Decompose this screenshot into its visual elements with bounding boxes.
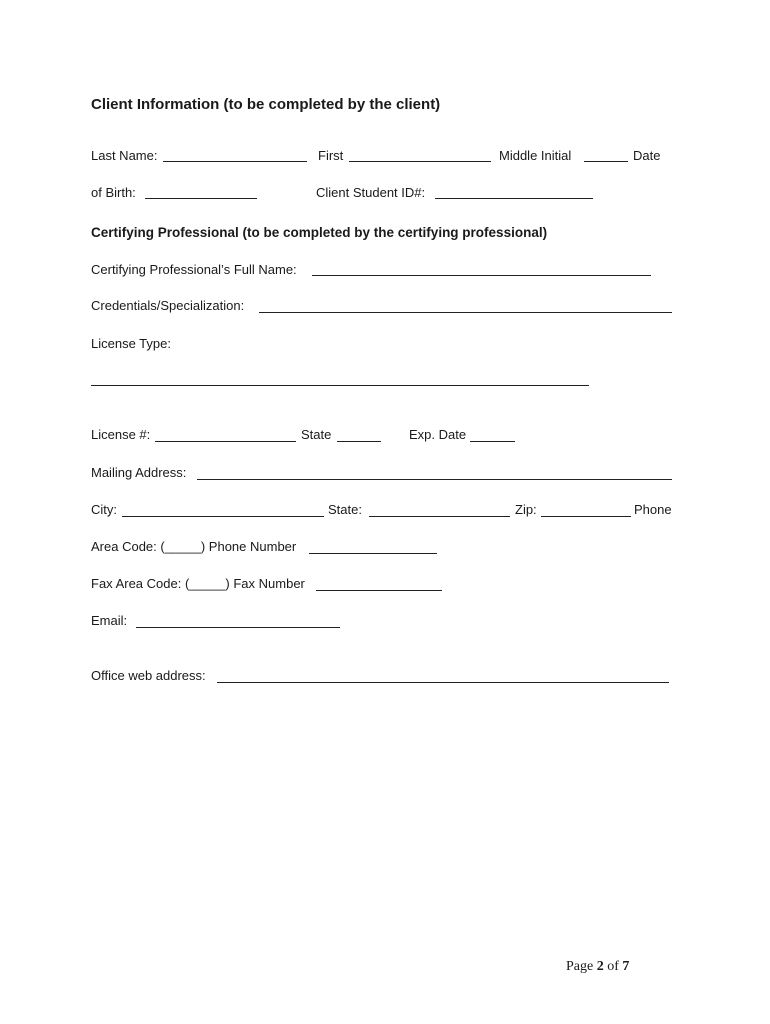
last-name-label: Last Name: [91, 148, 158, 163]
exp-date-field[interactable] [470, 441, 515, 442]
email-label: Email: [91, 613, 128, 628]
email-field[interactable] [136, 627, 340, 628]
office-web-address-field[interactable] [217, 682, 669, 683]
fax-number-field[interactable] [316, 590, 442, 591]
middle-initial-label: Middle Initial [499, 148, 572, 163]
license-state-field[interactable] [337, 441, 381, 442]
date-of-birth-field[interactable] [145, 198, 257, 199]
full-name-label: Certifying Professional’s Full Name: [91, 262, 297, 277]
zip-field[interactable] [541, 516, 631, 517]
license-type-field[interactable] [91, 385, 589, 386]
fax-label: Fax Area Code: (_____) Fax Number [91, 576, 305, 591]
first-name-label: First [318, 148, 344, 163]
state-label: State: [328, 502, 362, 517]
state-field[interactable] [369, 516, 510, 517]
page-word: Page [566, 959, 594, 974]
first-name-field[interactable] [349, 161, 491, 162]
license-state-label: State [301, 427, 332, 442]
credentials-label: Credentials/Specialization: [91, 298, 245, 313]
page-current: 2 [596, 959, 604, 974]
city-field[interactable] [122, 516, 324, 517]
exp-date-label: Exp. Date [409, 427, 467, 442]
client-student-id-field[interactable] [435, 198, 593, 199]
phone-number-field[interactable] [309, 553, 437, 554]
date-of-birth-label: of Birth: [91, 185, 136, 200]
full-name-field[interactable] [312, 275, 651, 276]
middle-initial-field[interactable] [584, 161, 628, 162]
page-total: 7 [622, 959, 630, 974]
city-label: City: [91, 502, 117, 517]
zip-label: Zip: [515, 502, 537, 517]
credentials-field[interactable] [259, 312, 672, 313]
mailing-address-label: Mailing Address: [91, 465, 187, 480]
phone-label: Phone [634, 502, 672, 517]
mailing-address-field[interactable] [197, 479, 672, 480]
page-number [566, 959, 629, 975]
license-number-label: License #: [91, 427, 151, 442]
last-name-field[interactable] [163, 161, 307, 162]
of-word: of [607, 959, 619, 974]
professional-section-heading: Certifying Professional (to be completed by the certifying professional) [91, 225, 548, 240]
area-code-phone-label: Area Code: (_____) Phone Number [91, 539, 297, 554]
license-type-label: License Type: [91, 336, 171, 351]
client-student-id-label: Client Student ID#: [316, 185, 426, 200]
license-number-field[interactable] [155, 441, 296, 442]
office-web-address-label: Office web address: [91, 668, 206, 683]
date-label: Date [633, 148, 661, 163]
client-section-heading: Client Information (to be completed by the client) [91, 96, 441, 113]
